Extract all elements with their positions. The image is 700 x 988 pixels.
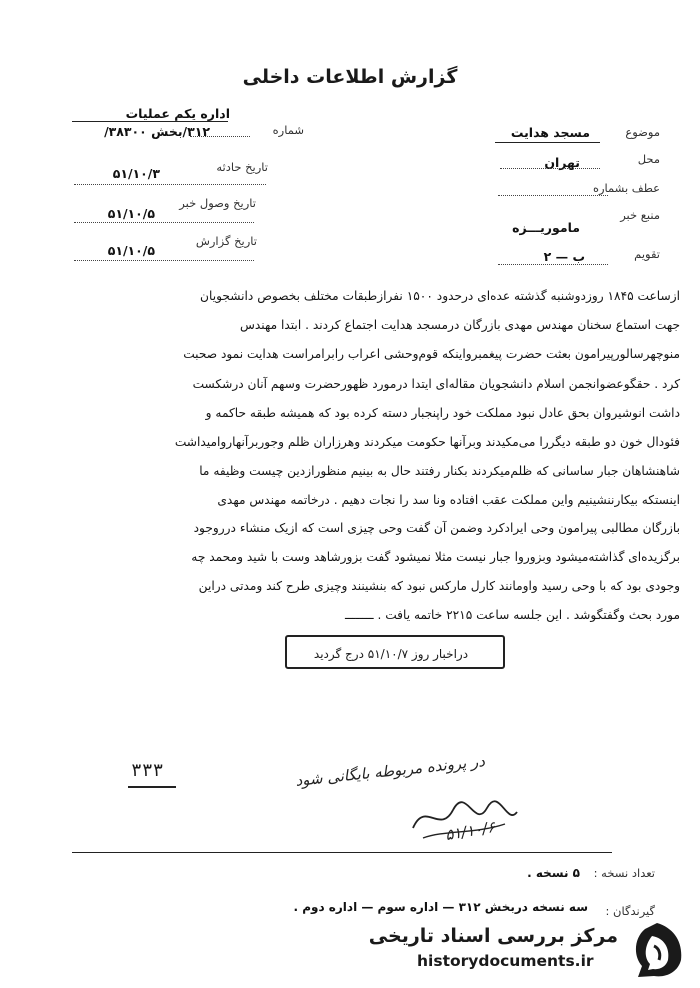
pen-nib-logo-icon [628,920,686,980]
subject-label: موضوع [625,125,660,139]
number-dots [190,136,250,137]
number-label: شماره [272,123,304,137]
incident-date-dots [74,184,266,185]
copies-value: ۵ نسخه . [527,866,580,880]
body-line-5: داشت انوشیروان بحق عادل نبود مملکت خود راپنجبار دسته کرده بود که همیشه طبقه حاکمه و [205,406,680,420]
place-value: تهران [544,155,580,170]
body-line-7: شاهنشاهان جبار ساسانی که ظلم‌میکردند بکنار رفتند حال به بینیم منظورازدین چیست وظیفه ما [199,464,680,478]
body-line-3: منوچهرسالورپیرامون بعثت حضرت پیغمبرواینکه قوم‌وحشی اعراب رابرامراست هدایت نمود صحبت [183,347,680,361]
footer-divider [72,852,612,853]
office-name: اداره یکم عملیات [125,106,230,121]
copies-label: تعداد نسخه : [593,866,655,880]
report-date-label: تاریخ گزارش [195,234,257,248]
publication-stamp [285,635,505,669]
body-line-4: کرد . حقگوعضوانجمن اسلام دانشجویان مقاله‌ای ایتدا درمورد ظهورحضرت وسهم آنان درشکست [192,377,680,391]
received-date-dots [74,222,254,223]
body-line-2: جهت استماع سخنان مهندس مهدی بازرگان درمسجد هدایت اجتماع کردند . ابتدا مهندس [240,318,680,332]
recipients-label: گیرندگان : [605,904,655,918]
received-date-value: ۵۱/۱۰/۵ [107,206,155,221]
watermark-org-name: مرکز بررسی اسناد تاریخی [368,925,618,947]
body-line-9: بازرگان مطالبی پیرامون وحی ایرادکرد وضمن آن گفت وحی چیزی است که ازیک منشاء درروجود [193,521,680,535]
document-title: گزارش اطلاعات داخلی [242,66,458,88]
received-date-label: تاریخ وصول خبر [179,196,256,210]
reference-dots [498,195,608,196]
body-line-10: برگزیده‌ای گذاشته‌میشود وبزوروا جبار نیست مثلا نمیشود گفت بزورشاهد وست با شید ومحمد چه [191,550,680,564]
rating-dots [498,264,608,265]
rating-label: تقویم [634,247,660,261]
place-label: محل [637,152,660,166]
report-date-dots [74,260,254,261]
recipients-value: سه نسخه دربخش ۳۱۲ — اداره سوم — اداره دوم . [293,900,588,914]
signature [405,790,525,850]
handwritten-note: در پرونده مربوطه بایگانی شود [294,752,486,790]
handwritten-date: ۵۱/۱۰/۶ [443,817,497,845]
report-date-value: ۵۱/۱۰/۵ [107,243,155,258]
office-underline [72,121,228,122]
incident-date-value: ۵۱/۱۰/۳ [112,166,160,181]
watermark [368,918,690,982]
number-value: ۳۱۲/بخش ۳۸۳۰۰/ [104,124,210,139]
body-line-6: فئودال خون دو طبقه دیگررا می‌مکیدند وبرآنها حکومت میکردند وهرزاران ظلم وجوربرآنهاروامیداشت [174,435,680,449]
watermark-url: historydocuments.ir [417,952,594,970]
incident-date-label: تاریخ حادثه [216,160,268,174]
body-line-11: وجودی بود که با وحی رسید واومانند کارل مارکس نبود که بنشینند وچیزی طرح کند ومدتی دراین [198,579,680,593]
source-value: ماموریـــزه [512,220,580,235]
rating-value: ب — ۲ [543,249,585,264]
subject-value: مسجد هدایت [510,125,590,140]
archive-number: ۳۳۳ [131,760,164,781]
place-dots [500,168,600,169]
source-label: منبع خبر [620,208,660,222]
reference-label: عطف بشماره [592,181,660,195]
stamp-text: دراخبار روز ۵۱/۱۰/۷ درج گردید [313,647,469,661]
body-line-8: اینستکه بیکارننشینیم واین مملکت عقب افتاده ونا سد را نجات دهیم . درخاتمه مهندس مهدی [217,493,680,507]
body-line-12: مورد بحث وگفتگوشد . این جلسه ساعت ۲۲۱۵ خاتمه یافت . ــــــــ [345,608,680,622]
subject-underline [495,142,600,143]
body-line-1: ازساعت ۱۸۴۵ روزدوشنبه گذشته عده‌ای درحدود ۱۵۰۰ نفرازطبقات مختلف بخصوص دانشجویان [200,289,680,303]
archive-underline [128,786,176,788]
